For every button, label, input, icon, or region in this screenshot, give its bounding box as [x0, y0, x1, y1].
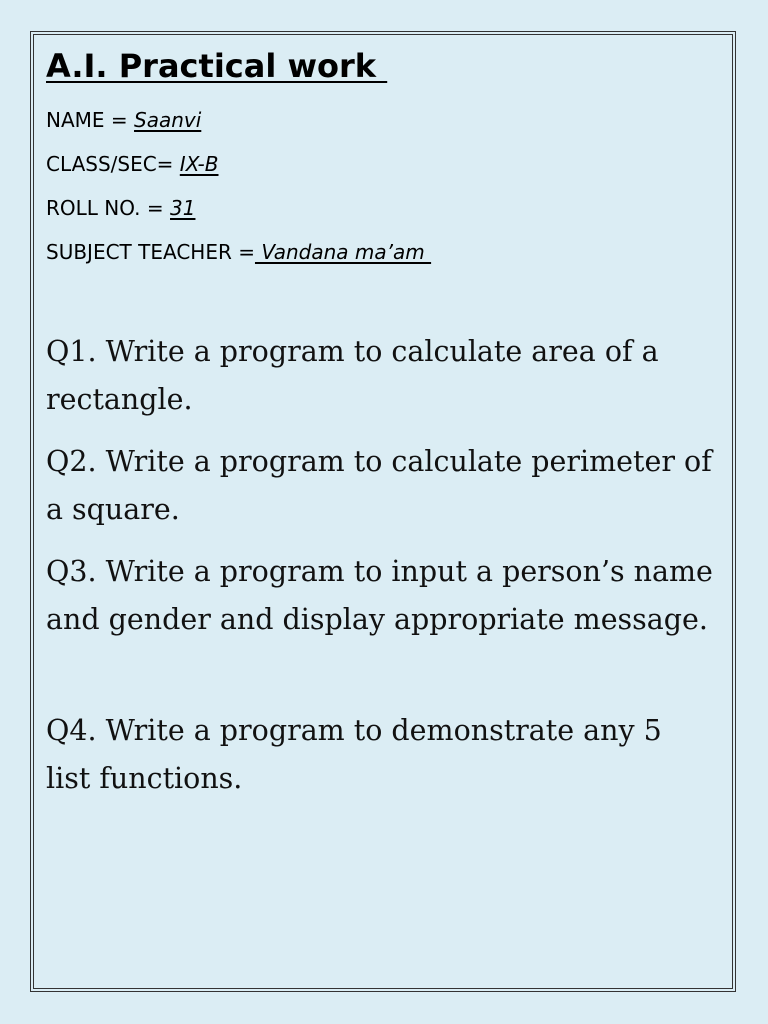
class-value: IX-B [179, 152, 219, 176]
class-line [46, 152, 219, 176]
document-content [46, 44, 716, 795]
teacher-label: SUBJECT TEACHER = [46, 240, 255, 264]
name-line [46, 108, 201, 132]
class-label: CLASS/SEC= [46, 152, 180, 176]
roll-value: 31 [170, 196, 196, 220]
name-label: NAME = [46, 108, 135, 132]
question-4: Q4. Write a program to demonstrate any 5 list functions. [46, 714, 662, 795]
name-value: Saanvi [134, 108, 202, 132]
teacher-value: Vandana ma’am [254, 240, 432, 264]
question-2: Q2. Write a program to calculate perimeter of a square. [46, 445, 712, 526]
roll-label: ROLL NO. = [46, 196, 171, 220]
question-1: Q1. Write a program to calculate area of a rectangle. [46, 335, 659, 416]
teacher-line [46, 240, 431, 264]
question-3: Q3. Write a program to input a person’s name and gender and display appropriate message. [46, 555, 713, 636]
document-title: A.I. Practical work [46, 47, 388, 85]
roll-line [46, 196, 195, 220]
